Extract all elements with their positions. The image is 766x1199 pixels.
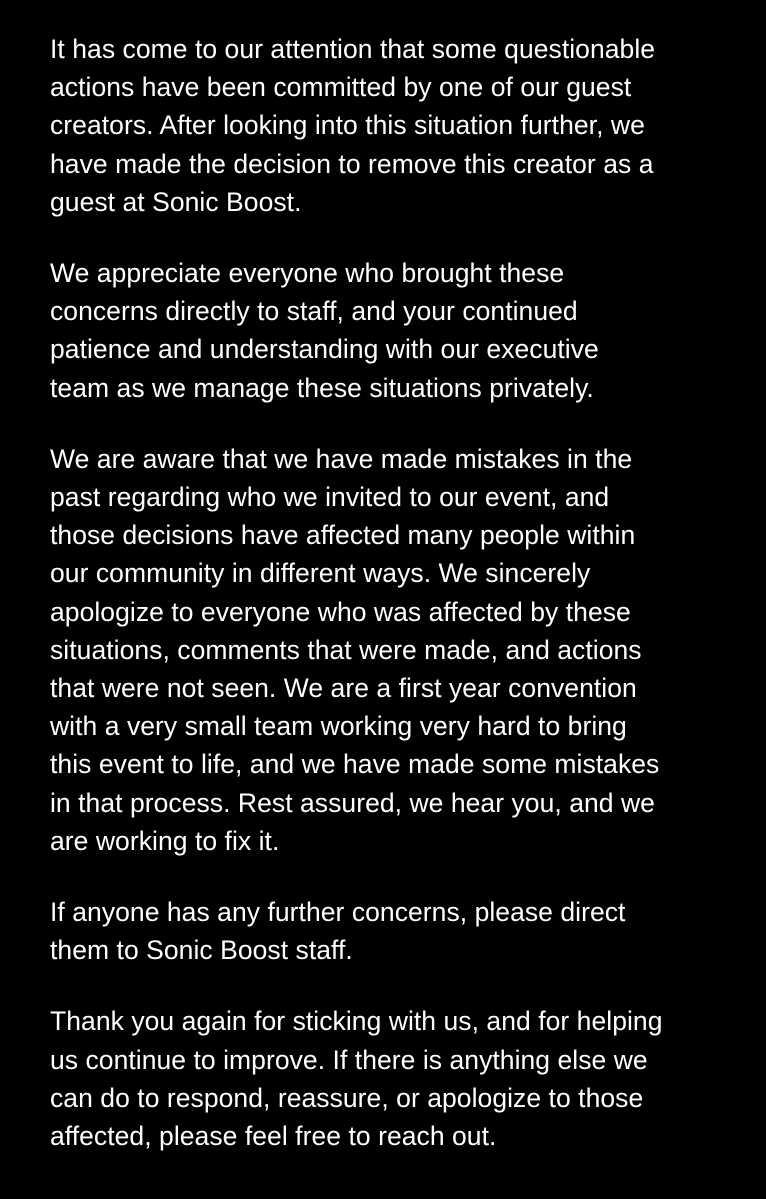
text-line: situations, comments that were made, and actions xyxy=(50,634,642,665)
text-line: with a very small team working very hard to bring xyxy=(50,711,627,742)
text-line: our community in different ways. We sincerely xyxy=(50,558,591,589)
text-line: affected, please feel free to reach out. xyxy=(50,1121,497,1152)
text-line: creators. After looking into this situation further, we xyxy=(50,110,645,141)
text-line: apologize to everyone who was affected by these xyxy=(50,596,631,627)
text-line: past regarding who we invited to our event, and xyxy=(50,482,610,513)
paragraph-thank-you xyxy=(50,1002,740,1155)
text-line: We are aware that we have made mistakes in the xyxy=(50,443,633,474)
paragraph-appreciation xyxy=(50,254,740,407)
text-line: concerns directly to staff, and your continued xyxy=(50,296,578,327)
text-line: We appreciate everyone who brought these xyxy=(50,258,565,289)
text-line: that were not seen. We are a first year convention xyxy=(50,673,637,704)
text-line: If anyone has any further concerns, please direct xyxy=(50,897,626,928)
text-line: can do to respond, reassure, or apologize to those xyxy=(50,1082,644,1113)
text-line: Thank you again for sticking with us, and for helping xyxy=(50,1006,663,1037)
text-line: us continue to improve. If there is anything else we xyxy=(50,1044,648,1075)
text-line: actions have been committed by one of our guest xyxy=(50,72,632,103)
text-line: this event to life, and we have made some mistakes xyxy=(50,749,660,780)
paragraph-concerns xyxy=(50,893,740,969)
text-line: are working to fix it. xyxy=(50,825,280,856)
text-line: in that process. Rest assured, we hear you, and we xyxy=(50,787,655,818)
text-line: team as we manage these situations privately. xyxy=(50,372,594,403)
text-line: have made the decision to remove this creator as a xyxy=(50,148,654,179)
text-line: It has come to our attention that some questionable xyxy=(50,34,656,64)
paragraph-apology xyxy=(50,440,740,860)
text-line: patience and understanding with our executive xyxy=(50,334,599,365)
paragraph-guest-removal xyxy=(50,30,740,221)
statement-body xyxy=(50,30,740,1188)
text-line: those decisions have affected many people within xyxy=(50,520,636,551)
text-line: guest at Sonic Boost. xyxy=(50,186,302,217)
text-line: them to Sonic Boost staff. xyxy=(50,935,353,966)
